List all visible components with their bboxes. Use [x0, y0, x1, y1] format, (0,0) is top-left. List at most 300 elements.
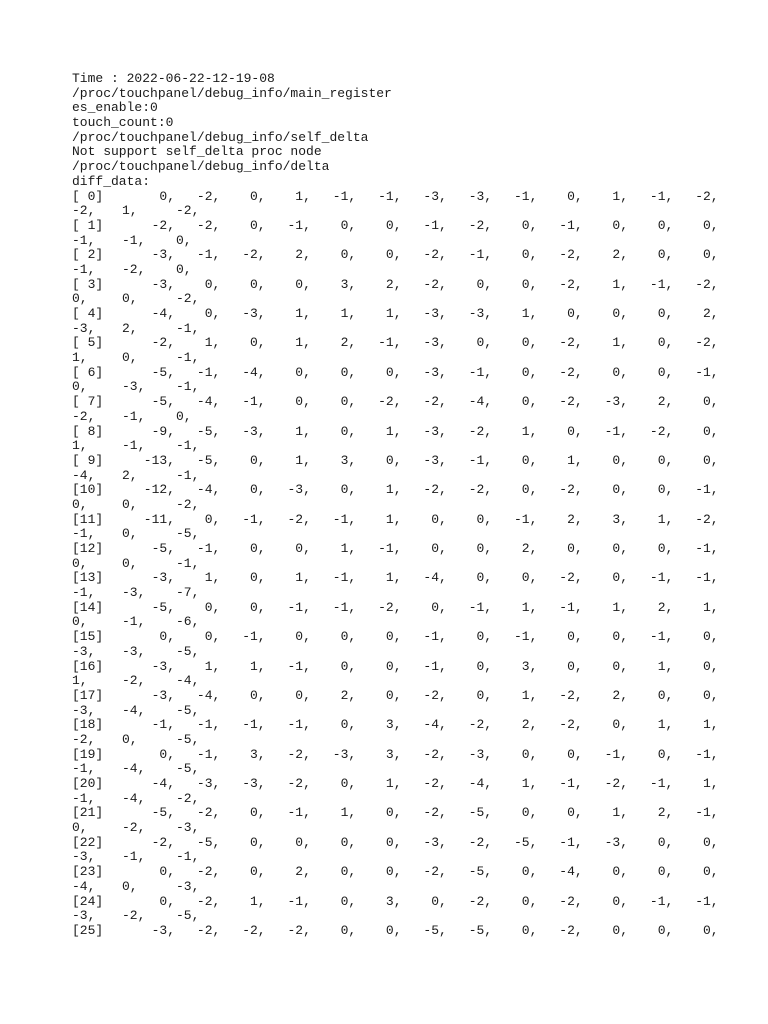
diff-value: 0, — [612, 306, 628, 321]
diff-value: -1, — [332, 599, 357, 615]
diff-row — [72, 394, 719, 410]
diff-value: 0, — [204, 599, 221, 615]
diff-value: -3, — [604, 394, 628, 410]
diff-value: 1, — [72, 673, 88, 689]
diff-value: 0, — [295, 687, 311, 703]
diff-value: 0, — [702, 687, 719, 703]
diff-value: 0, — [204, 511, 221, 527]
row-index: [25] — [72, 922, 104, 938]
main-register-path: /proc/touchpanel/debug_info/main_register — [72, 85, 392, 101]
diff-value: -2, — [559, 922, 583, 938]
diff-value: 0, — [340, 717, 357, 733]
diff-value: -1, — [122, 438, 146, 454]
diff-value: 1, — [612, 188, 628, 204]
diff-value: -1, — [695, 893, 719, 909]
diff-value: -5, — [176, 731, 200, 747]
diff-value: 0, — [340, 658, 357, 674]
diff-row — [72, 658, 719, 675]
diff-value: -2, — [287, 776, 311, 791]
diff-value: -2, — [196, 217, 221, 233]
diff-value: 0, — [567, 629, 583, 645]
diff-value: 0, — [249, 276, 266, 292]
diff-value: 1, — [521, 423, 538, 439]
diff-value: -2, — [423, 247, 447, 263]
diff-value: 0, — [431, 511, 447, 527]
diff-value: 1, — [295, 335, 311, 351]
diff-value: -1, — [332, 188, 357, 204]
diff-value: 0, — [657, 834, 674, 850]
diff-value: 3, — [249, 746, 266, 762]
diff-value: 0, — [249, 599, 266, 615]
diff-value: -2, — [423, 276, 447, 292]
diff-value: -1, — [176, 467, 200, 483]
diff-value: -2, — [287, 511, 311, 527]
diff-value: 0, — [204, 276, 221, 292]
diff-value: 0, — [612, 452, 628, 468]
diff-value: 1, — [657, 717, 674, 733]
diff-row — [72, 247, 719, 263]
diff-value: -2, — [559, 364, 583, 380]
row-index: [ 9] — [72, 452, 104, 468]
diff-value: 3, — [340, 276, 357, 292]
diff-row — [72, 746, 719, 763]
diff-value: 0, — [521, 247, 538, 263]
diff-value: -3, — [423, 335, 447, 351]
diff-value: 1, — [72, 350, 88, 366]
diff-value: 0, — [521, 893, 538, 909]
diff-value: -2, — [559, 717, 583, 733]
diff-value: -1, — [695, 364, 719, 380]
diff-value: -1, — [242, 394, 266, 410]
diff-value: -4, — [151, 306, 175, 321]
diff-value: 0, — [72, 291, 88, 307]
diff-value: -3, — [72, 908, 96, 924]
diff-value: -12, — [143, 482, 175, 498]
diff-value: -2, — [176, 203, 200, 219]
diff-value: -2, — [176, 291, 200, 307]
diff-value: 0, — [521, 482, 538, 498]
diff-value: -3, — [122, 643, 146, 659]
diff-value: 0, — [340, 423, 357, 439]
diff-value: -1, — [196, 746, 221, 762]
row-index: [23] — [72, 864, 104, 880]
diff-value: -1, — [695, 541, 719, 556]
diff-value: 1, — [295, 423, 311, 439]
diff-value: 0, — [612, 541, 628, 556]
diff-value: 1, — [204, 570, 221, 586]
diff-value: 0, — [385, 364, 402, 380]
diff-row — [72, 922, 719, 939]
diff-value: -5, — [176, 702, 200, 718]
diff-row — [72, 364, 719, 381]
diff-value: 0, — [702, 423, 719, 439]
row-index: [13] — [72, 570, 104, 586]
diff-value: 0, — [159, 188, 175, 204]
diff-value: -3, — [423, 423, 447, 439]
diff-value: 1, — [385, 482, 402, 498]
diff-value: -1, — [176, 350, 200, 366]
diff-row-continuation — [72, 498, 392, 513]
diff-value: -1, — [559, 599, 583, 615]
diff-row — [72, 217, 719, 234]
diff-value: 0, — [521, 452, 538, 468]
es-enable-line: es_enable:0 — [72, 100, 158, 116]
diff-value: -1, — [196, 717, 221, 733]
diff-value: 1, — [249, 893, 266, 909]
diff-value: 0, — [612, 717, 628, 733]
diff-value: 0, — [521, 864, 538, 880]
diff-value: -1, — [468, 599, 493, 615]
diff-value: -1, — [242, 629, 266, 645]
diff-value: -4, — [122, 761, 146, 777]
diff-value: -1, — [287, 893, 311, 909]
diff-value: 0, — [159, 746, 175, 762]
row-index: [14] — [72, 599, 104, 615]
diff-value: -3, — [151, 922, 175, 938]
diff-value: 2, — [521, 541, 538, 556]
diff-value: -4, — [423, 570, 447, 586]
diff-value: 0, — [521, 217, 538, 233]
diff-value: -1, — [378, 541, 402, 556]
diff-value: 0, — [249, 335, 266, 351]
diff-row-continuation — [72, 557, 392, 572]
diff-value: 1, — [702, 599, 719, 615]
diff-value: -2, — [559, 482, 583, 498]
diff-row-continuation — [72, 586, 392, 601]
diff-value: -6, — [176, 614, 200, 630]
diff-row-continuation — [72, 322, 392, 337]
log-text — [72, 71, 719, 939]
diff-value: -5, — [423, 922, 447, 938]
diff-value: 0, — [521, 335, 538, 351]
diff-value: 0, — [295, 629, 311, 645]
diff-value: -2, — [72, 408, 96, 424]
diff-value: -1, — [122, 408, 146, 424]
diff-value: 1, — [521, 599, 538, 615]
diff-value: -2, — [559, 893, 583, 909]
diff-value: -1, — [176, 849, 200, 865]
diff-value: 0, — [122, 526, 138, 542]
diff-value: -1, — [196, 364, 221, 380]
diff-value: 0, — [657, 306, 674, 321]
diff-value: 0, — [340, 217, 357, 233]
diff-value: 0, — [612, 658, 628, 674]
diff-value: 0, — [122, 878, 138, 894]
diff-value: -4, — [468, 394, 493, 410]
diff-value: 0, — [702, 834, 719, 850]
diff-value: 2, — [122, 320, 138, 336]
row-index: [ 5] — [72, 335, 104, 351]
diff-row — [72, 188, 719, 205]
diff-value: -2, — [151, 217, 175, 233]
diff-value: -3, — [151, 570, 175, 586]
diff-row — [72, 541, 719, 557]
diff-value: -1, — [423, 658, 447, 674]
diff-value: -3, — [423, 364, 447, 380]
diff-value: 0, — [476, 276, 493, 292]
diff-value: 2, — [657, 599, 674, 615]
diff-value: 0, — [385, 629, 402, 645]
row-index: [ 4] — [72, 306, 104, 321]
diff-row — [72, 452, 719, 469]
diff-value: 0, — [385, 805, 402, 821]
diff-value: -3, — [122, 585, 146, 601]
diff-value: -3, — [423, 306, 447, 321]
diff-value: -2, — [176, 790, 200, 806]
diff-value: 0, — [340, 629, 357, 645]
row-index: [22] — [72, 834, 104, 850]
diff-value: 0, — [385, 687, 402, 703]
diff-value: -3, — [332, 746, 357, 762]
diff-value: -5, — [151, 364, 175, 380]
diff-value: 3, — [340, 452, 357, 468]
diff-value: 0, — [702, 217, 719, 233]
diff-row-continuation — [72, 263, 392, 278]
diff-value: 1, — [385, 776, 402, 791]
delta-path: /proc/touchpanel/debug_info/delta — [72, 159, 330, 175]
diff-value: -3, — [604, 834, 628, 850]
diff-value: -2, — [468, 893, 493, 909]
diff-value: 0, — [249, 541, 266, 556]
diff-value: -5, — [468, 922, 493, 938]
diff-value: 0, — [249, 570, 266, 586]
diff-row-continuation — [72, 880, 392, 895]
diff-value: 1, — [521, 687, 538, 703]
diff-value: -3, — [151, 658, 175, 674]
diff-value: -2, — [378, 394, 402, 410]
diff-value: 1, — [340, 306, 357, 321]
diff-row — [72, 335, 719, 351]
diff-value: -1, — [176, 438, 200, 454]
diff-row — [72, 511, 719, 528]
diff-value: -3, — [287, 482, 311, 498]
diff-value: 0, — [295, 394, 311, 410]
diff-value: -1, — [559, 217, 583, 233]
diff-value: -2, — [196, 922, 221, 938]
diff-value: 0, — [295, 834, 311, 850]
row-index: [ 7] — [72, 394, 104, 410]
diff-value: 3, — [385, 717, 402, 733]
diff-value: -2, — [468, 423, 493, 439]
diff-value: 0, — [657, 922, 674, 938]
diff-value: 2, — [295, 864, 311, 880]
diff-value: 0, — [385, 217, 402, 233]
diff-value: -2, — [649, 423, 674, 439]
diff-value: 1, — [122, 203, 138, 219]
diff-value: -2, — [122, 261, 146, 277]
diff-value: 1, — [657, 511, 674, 527]
diff-value: -1, — [122, 849, 146, 865]
diff-value: -9, — [151, 423, 175, 439]
row-index: [10] — [72, 482, 104, 498]
diff-value: 2, — [702, 306, 719, 321]
diff-value: -1, — [559, 776, 583, 791]
diff-value: -5, — [513, 834, 538, 850]
diff-value: -7, — [176, 585, 200, 601]
diff-value: -2, — [72, 731, 96, 747]
diff-value: -3, — [122, 379, 146, 395]
diff-value: 0, — [567, 423, 583, 439]
diff-value: 0, — [612, 482, 628, 498]
self-delta-message: Not support self_delta proc node — [72, 144, 322, 160]
diff-value: -4, — [196, 394, 221, 410]
diff-value: 0, — [657, 482, 674, 498]
diff-value: 0, — [521, 746, 538, 762]
diff-value: -1, — [287, 717, 311, 733]
diff-value: -2, — [151, 834, 175, 850]
diff-value: 0, — [657, 452, 674, 468]
diff-value: 0, — [521, 364, 538, 380]
diff-value: -1, — [604, 746, 628, 762]
diff-value: 0, — [204, 629, 221, 645]
diff-value: 2, — [385, 276, 402, 292]
diff-value: 0, — [702, 452, 719, 468]
diff-value: -2, — [151, 335, 175, 351]
diff-value: -3, — [242, 306, 266, 321]
diff-value: -1, — [513, 188, 538, 204]
diff-value: -2, — [695, 188, 719, 204]
diff-value: -1, — [695, 805, 719, 821]
diff-value: 0, — [612, 629, 628, 645]
diff-value: 0, — [702, 658, 719, 674]
diff-value: -2, — [423, 394, 447, 410]
diff-value: -1, — [559, 834, 583, 850]
diff-value: -4, — [559, 864, 583, 880]
diff-value: 0, — [702, 247, 719, 263]
diff-value: 0, — [521, 805, 538, 821]
diff-value: -2, — [196, 893, 221, 909]
diff-value: -4, — [122, 790, 146, 806]
diff-value: 1, — [521, 306, 538, 321]
row-index: [12] — [72, 541, 104, 556]
diff-value: 2, — [295, 247, 311, 263]
diff-value: 3, — [521, 658, 538, 674]
row-index: [16] — [72, 658, 104, 674]
diff-value: 0, — [702, 394, 719, 410]
diff-value: -3, — [468, 188, 493, 204]
diff-value: 1, — [340, 805, 357, 821]
diff-value: -2, — [196, 188, 221, 204]
row-index: [ 6] — [72, 364, 104, 380]
diff-value: -4, — [151, 776, 175, 791]
row-index: [24] — [72, 893, 104, 909]
diff-value: 0, — [249, 217, 266, 233]
diff-value: -1, — [513, 629, 538, 645]
diff-value: -2, — [559, 276, 583, 292]
diff-value: 0, — [431, 599, 447, 615]
diff-value: -5, — [196, 423, 221, 439]
diff-value: -2, — [423, 776, 447, 791]
diff-value: 0, — [176, 261, 192, 277]
diff-value: 0, — [249, 452, 266, 468]
diff-row-continuation — [72, 733, 392, 748]
diff-value: 1, — [340, 541, 357, 556]
diff-value: -1, — [649, 276, 674, 292]
diff-value: -1, — [332, 511, 357, 527]
diff-value: 3, — [612, 511, 628, 527]
diff-value: 0, — [702, 864, 719, 880]
diff-value: 0, — [476, 511, 493, 527]
diff-value: -1, — [176, 320, 200, 336]
diff-value: 0, — [159, 629, 175, 645]
diff-value: 2, — [340, 335, 357, 351]
diff-value: 1, — [295, 570, 311, 586]
diff-value: -2, — [196, 864, 221, 880]
diff-value: -5, — [176, 526, 200, 542]
diff-value: -1, — [378, 335, 402, 351]
diff-value: 0, — [340, 394, 357, 410]
diff-row-continuation — [72, 234, 392, 249]
diff-value: -1, — [242, 511, 266, 527]
diff-value: -3, — [151, 276, 175, 292]
diff-value: 0, — [657, 864, 674, 880]
diff-value: 0, — [657, 746, 674, 762]
diff-value: 0, — [567, 188, 583, 204]
diff-value: -2, — [559, 687, 583, 703]
diff-value: -5, — [151, 805, 175, 821]
diff-row — [72, 276, 719, 293]
diff-value: 0, — [657, 247, 674, 263]
diff-value: 1, — [521, 776, 538, 791]
diff-value: -1, — [513, 511, 538, 527]
touch-count-line: touch_count:0 — [72, 115, 174, 131]
diff-value: 0, — [72, 820, 88, 836]
diff-value: -3, — [72, 702, 96, 718]
diff-value: -1, — [287, 805, 311, 821]
diff-value: 0, — [567, 306, 583, 321]
diff-value: -5, — [196, 834, 221, 850]
row-index: [ 0] — [72, 188, 104, 204]
diff-value: -1, — [468, 452, 493, 468]
diff-value: -2, — [468, 834, 493, 850]
diff-value: 0, — [476, 658, 493, 674]
row-index: [15] — [72, 629, 104, 645]
diff-value: -1, — [176, 379, 200, 395]
diff-value: -3, — [242, 423, 266, 439]
diff-value: -3, — [423, 452, 447, 468]
diff-value: 0, — [122, 350, 138, 366]
diff-value: -1, — [72, 585, 96, 601]
diff-value: 0, — [476, 570, 493, 586]
diff-value: 0, — [702, 922, 719, 938]
diff-value: 0, — [385, 247, 402, 263]
diff-value: 1, — [295, 452, 311, 468]
diff-value: -3, — [176, 820, 200, 836]
diff-value: -2, — [176, 496, 200, 512]
diff-value: 0, — [340, 364, 357, 380]
diff-value: 0, — [612, 893, 628, 909]
diff-row — [72, 570, 719, 586]
diff-data-grid — [72, 188, 719, 939]
diff-value: 0, — [340, 834, 357, 850]
diff-value: -4, — [468, 776, 493, 791]
diff-row-continuation — [72, 351, 392, 366]
diff-value: 0, — [122, 555, 138, 571]
diff-value: -1, — [423, 629, 447, 645]
diff-value: -3, — [468, 306, 493, 321]
diff-value: -1, — [695, 482, 719, 498]
diff-value: 0, — [385, 452, 402, 468]
diff-value: -1, — [287, 217, 311, 233]
diff-value: 0, — [295, 364, 311, 380]
diff-value: -5, — [176, 643, 200, 659]
diff-row-continuation — [72, 909, 392, 924]
diff-row-continuation — [72, 469, 392, 484]
diff-value: -2, — [468, 217, 493, 233]
diff-row-continuation — [72, 292, 392, 307]
diff-row — [72, 893, 719, 910]
diff-value: -11, — [143, 511, 175, 527]
